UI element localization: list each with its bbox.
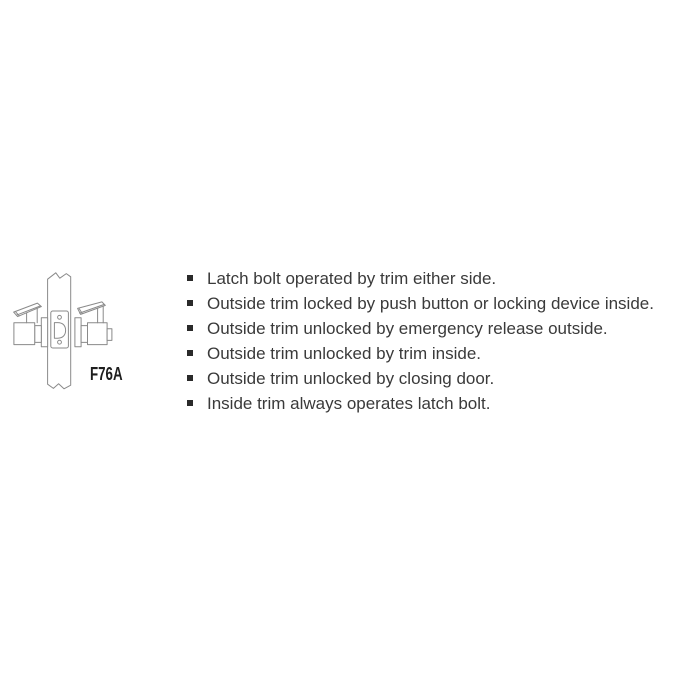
list-item: [187, 366, 692, 391]
bullet-square-icon: [187, 275, 193, 281]
outside-shank: [35, 326, 42, 343]
outside-hub: [14, 323, 35, 345]
inside-shank: [81, 326, 87, 343]
push-button: [107, 329, 112, 341]
list-item-text: Inside trim always operates latch bolt.: [207, 394, 491, 413]
outside-rose: [41, 318, 47, 347]
list-item: [187, 391, 692, 416]
latch-bolt: [54, 323, 65, 339]
list-item: [187, 291, 692, 316]
faceplate-screw-top: [58, 315, 62, 319]
outside-lever: [14, 303, 48, 347]
list-item-text: Outside trim unlocked by emergency release outside.: [207, 319, 608, 338]
bullet-square-icon: [187, 375, 193, 381]
inside-hub: [88, 323, 108, 345]
list-item-text: Outside trim locked by push button or locking device inside.: [207, 294, 654, 313]
function-description-list: [187, 266, 692, 416]
list-item-text: Outside trim unlocked by closing door.: [207, 369, 495, 388]
inside-lever: [75, 302, 112, 347]
list-item: [187, 316, 692, 341]
bullet-square-icon: [187, 350, 193, 356]
function-code-label: F76A: [90, 364, 123, 384]
bullet-square-icon: [187, 400, 193, 406]
faceplate-screw-bottom: [58, 340, 62, 344]
inside-rose: [75, 318, 81, 347]
bullet-square-icon: [187, 325, 193, 331]
list-item-text: Outside trim unlocked by trim inside.: [207, 344, 481, 363]
list-item: [187, 341, 692, 366]
inside-neck: [98, 306, 104, 323]
bullet-square-icon: [187, 300, 193, 306]
list-item: [187, 266, 692, 291]
list-item-text: Latch bolt operated by trim either side.: [207, 269, 497, 288]
